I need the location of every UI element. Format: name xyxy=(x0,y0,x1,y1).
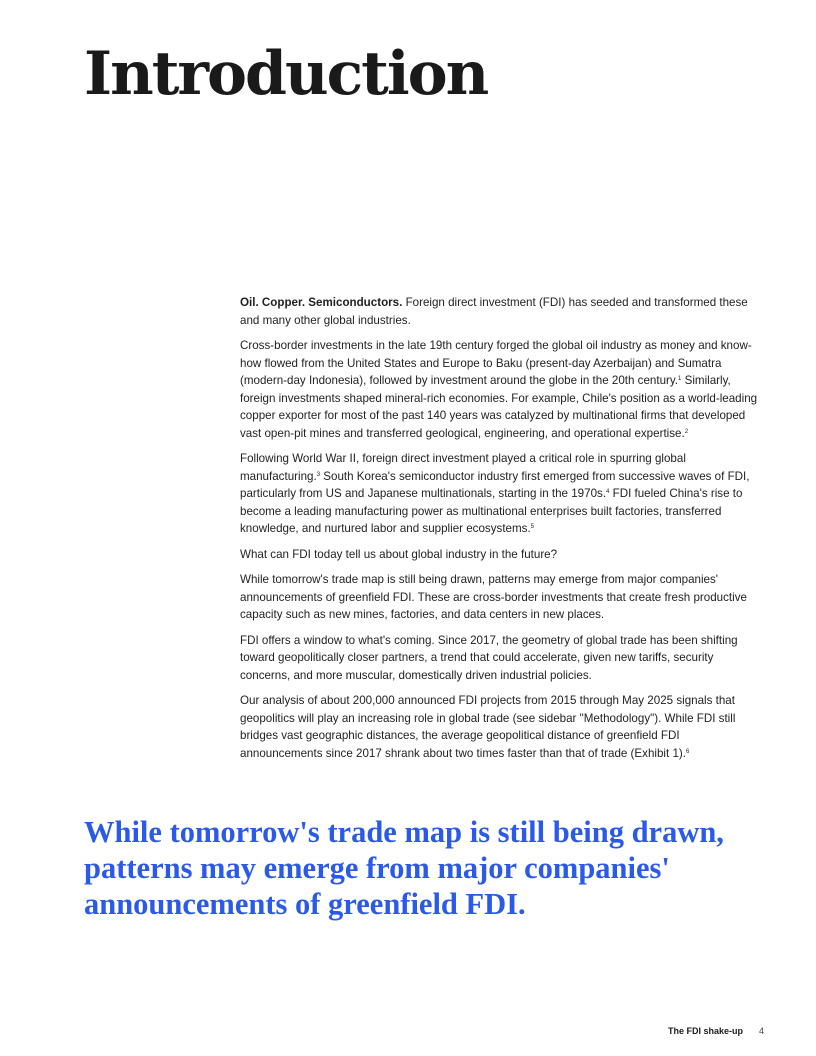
paragraph-5: While tomorrow's trade map is still being drawn, patterns may emerge from major companies' announcements of greenfield FDI. These are cross-border investments that create fresh productive capacity such as new mines, factories, and data centers in new places. xyxy=(240,573,747,621)
paragraph-3-text-b: South Korea's semiconductor industry first emerged from successive waves of FDI, particularly from US and Japanese multinationals, starting in the 1970s. xyxy=(240,469,750,500)
footnote-ref-6: 6 xyxy=(685,748,690,755)
report-name: The FDI shake-up xyxy=(667,1026,743,1036)
paragraph-2-text-b: Similarly, foreign investments shaped mineral-rich economies. For example, Chile's position as a world-leading copper exporter for most of the past 140 years was catalyzed by multinational firms that developed vast open-pit mines and transferred geological, engineering, and operational expertise. xyxy=(240,374,758,440)
footnote-ref-5: 5 xyxy=(530,524,535,530)
footnote-ref-4: 4 xyxy=(606,489,610,495)
footnote-ref-2: 2 xyxy=(684,428,689,435)
footnote-ref-3: 3 xyxy=(316,471,321,478)
paragraph-2 xyxy=(240,337,764,442)
footnote-ref-1: 1 xyxy=(678,376,682,382)
paragraph-3-text-a: Following World War II, foreign direct investment played a critical role in spurring global manufacturing. xyxy=(240,452,686,483)
page-footer xyxy=(668,1026,764,1036)
paragraph-7 xyxy=(240,692,764,762)
paragraph-7-text: Our analysis of about 200,000 announced FDI projects from 2015 through May 2025 signals that geopolitics will play an increasing role in global trade (see sidebar "Methodology"). While FDI still bridges vast geographic distances, the average geopolitical distance of greenfield FDI announcements since 2017 shrank about two times faster than that of trade (Exhibit 1). xyxy=(240,694,736,760)
paragraph-6: FDI offers a window to what's coming. Since 2017, the geometry of global trade has been shifting toward geopolitically closer partners, a trend that could accelerate, given new tariffs, security concerns, and more muscular, domestically driven industrial policies. xyxy=(240,633,738,682)
page-title: Introduction xyxy=(84,39,488,109)
paragraph-4: What can FDI today tell us about global industry in the future? xyxy=(240,547,558,561)
paragraph-2-text-a: Cross-border investments in the late 19th century forged the global oil industry as money and know-how flowed from the United States and Europe to Baku (present-day Azerbaijan) and Sumatra (modern-day Indonesia), followed by investment around the globe in the 20th century. xyxy=(240,339,752,387)
body-text xyxy=(240,294,764,770)
page-number: 4 xyxy=(758,1026,764,1036)
paragraph-1-text: Foreign direct investment (FDI) has seeded and transformed these and many other global industries. xyxy=(240,296,748,327)
paragraph-1 xyxy=(240,294,764,329)
pull-quote: While tomorrow's trade map is still being drawn, patterns may emerge from major companies' announcements of greenfield FDI. xyxy=(84,815,724,921)
lead-in: Oil. Copper. Semiconductors. xyxy=(240,296,403,309)
paragraph-3 xyxy=(240,450,764,538)
paragraph-3-text-c: FDI fueled China's rise to become a leading manufacturing power as multinational enterprises built factories, transferred knowledge, and nurtured labor and supplier ecosystems. xyxy=(240,487,743,535)
